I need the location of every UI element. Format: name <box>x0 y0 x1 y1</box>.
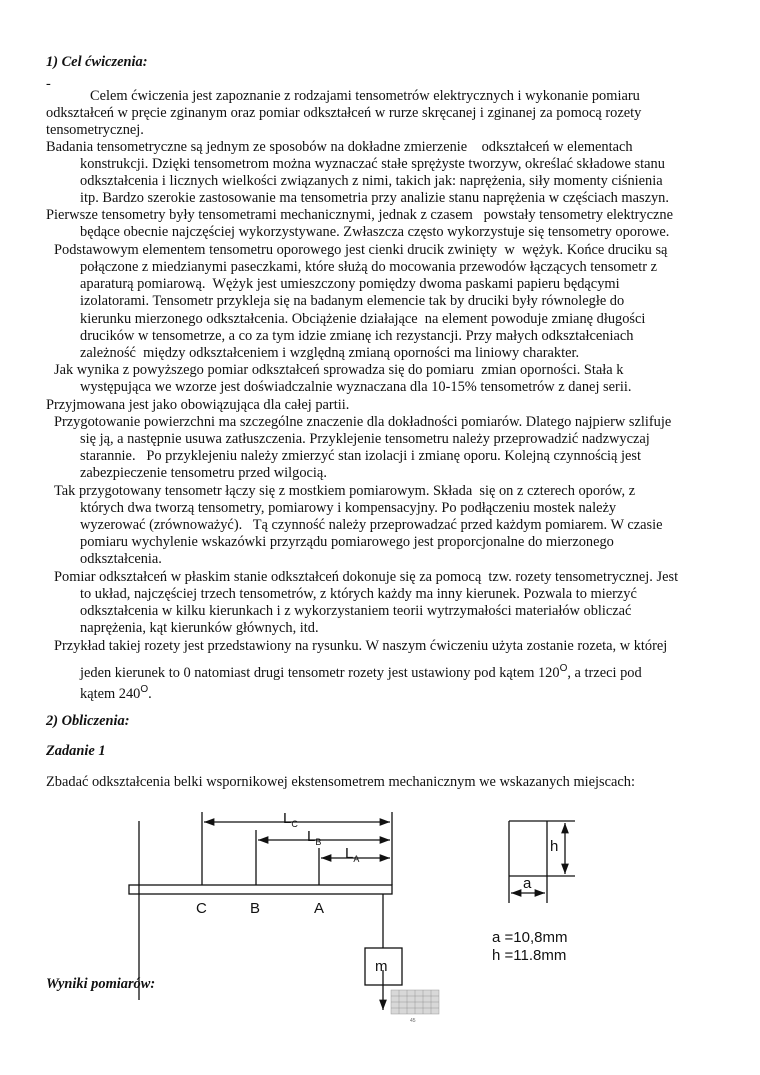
text: . <box>148 685 152 702</box>
text-line: Jak wynika z powyższego pomiar odkształceń sprowadza się do pomiaru zmian oporności. Stała k <box>54 362 624 378</box>
point-b-label: B <box>250 900 261 917</box>
a-value: a =10,8mm <box>492 929 568 946</box>
text-line: odkształcenia i licznych wielkości związanych z nimi, takich jak: naprężenia, siły momenty ciśnienia <box>80 173 663 189</box>
text-line: odkształcenia. <box>80 551 162 567</box>
text-line: Podstawowym elementem tensometru oporowego jest cienki drucik zwinięty w wężyk. Końce druciku są <box>54 242 668 258</box>
degree-sign: O <box>559 663 568 674</box>
text-line: Przyjmowana jest jako obowiązująca dla całej partii. <box>46 397 350 413</box>
text: , a trzeci pod <box>567 664 642 681</box>
text-line: itp. Bardzo szerokie zastosowanie ma tensometria przy analizie stanu naprężenia w częściach maszyn. <box>80 190 669 206</box>
text-line: Badania tensometryczne są jednym ze sposobów na dokładne zmierzenie odkształceń w elementach <box>46 139 633 155</box>
text-line: starannie. Po przyklejeniu należy zmierzyć stan izolacji i zmianę oporu. Kolejną czynnością jest <box>80 448 642 464</box>
task-heading: Zadanie 1 <box>46 743 106 759</box>
lc-label: $L_C$ <box>283 810 298 829</box>
text-line: wyzerować (zrównoważyć). Tą czynność należy przeprowadzać przed każdym pomiarem. W czasie <box>80 517 663 533</box>
text-line: tensometrycznej. <box>46 122 144 138</box>
text: jeden kierunek to 0 natomiast drugi tensometr rozety jest ustawiony pod kątem 120 <box>80 664 560 681</box>
text-line: połączone z miedzianymi paseczkami, które służą do mocowania przewodów łączących tensometr z <box>80 259 657 275</box>
text-line: Tak przygotowany tensometr łączy się z mostkiem pomiarowym. Składa się on z czterech oporów, z <box>54 483 636 499</box>
section-heading-goal: 1) Cel ćwiczenia: <box>46 54 148 70</box>
text-line: będące obecnie najczęściej wykorzystywane. Zwłaszcza często wykorzystuje się tensometry oporowe. <box>80 224 670 240</box>
text-line: naprężenia, kąt kierunków głównych, itd. <box>80 620 319 636</box>
la-label: $L_A$ <box>345 845 360 864</box>
text-line: występująca we wzorze jest doświadczalnie wyznaczana dla 10-15% tensometrów z danej serii. <box>80 379 632 395</box>
text-line: izolatorami. Tensometr przykleja się na badanym elemencie tak by druciki były równoległe do <box>80 293 625 309</box>
text-line: Celem ćwiczenia jest zapoznanie z rodzajami tensometrów elektrycznych i wykonanie pomiaru <box>90 88 640 104</box>
text-line: to układ, najczęściej trzech tensometrów, z których każdy ma inny kierunek. Pozwala to mierzyć <box>80 586 637 602</box>
text-line: Pomiar odkształceń w płaskim stanie odkształceń dokonuje się za pomocą tzw. rozety tensometrycznej. Jest <box>54 569 679 585</box>
beam <box>129 885 392 894</box>
text-line: odkształcenia w kilku kierunkach i z wykorzystaniem teorii wytrzymałości materiałów obliczać <box>80 603 632 619</box>
text-line: się ją, a następnie usuwa zatłuszczenia. Przyklejenie tensometru należy przeprowadzić nadzwyczaj <box>80 431 650 447</box>
dash: - <box>46 76 51 92</box>
text-line: drucików w tensometrze, a co za tym idzie zmianę ich rezystancji. Przy małych odkształceniach <box>80 328 634 344</box>
h-label: h <box>550 838 559 855</box>
text-line: zależność między odkształceniem i względną zmianą oporności ma liniowy charakter. <box>80 345 580 361</box>
degree-sign: O <box>140 684 149 695</box>
results-heading: Wyniki pomiarów: <box>46 976 156 992</box>
section-heading-calc: 2) Obliczenia: <box>46 713 130 729</box>
thumb-caption: 45 <box>410 1018 416 1024</box>
text-line: odkształceń w pręcie zginanym oraz pomiar odkształceń w rurze skręcanej i zginanej za pomocą rozety <box>46 105 642 121</box>
table-thumbnail <box>391 990 439 1024</box>
text: kątem 240 <box>80 685 141 702</box>
text-line: aparaturą pomiarową. Wężyk jest umieszczony pomiędzy dwoma paskami papieru będącymi <box>80 276 620 292</box>
point-c-label: C <box>196 900 207 917</box>
text-line: zabezpieczenie tensometru przed wilgocią. <box>80 465 327 481</box>
text-line: pomiaru wychylenie wskazówki przyrządu pomiarowego jest proporcjonalne do mierzonego <box>80 534 614 550</box>
text-line: Przygotowanie powierzchni ma szczególne znaczenie dla dokładności pomiarów. Dlatego najpierw szlifuje <box>54 414 672 430</box>
text-line: Pierwsze tensometry były tensometrami mechanicznymi, jednak z czasem powstały tensometry elektryczne <box>46 207 673 223</box>
a-label: a <box>523 875 532 892</box>
lb-label: $L_B$ <box>307 828 322 847</box>
text-line: Przykład takiej rozety jest przedstawiony na rysunku. W naszym ćwiczeniu użyta zostanie rozeta, w której <box>54 638 668 654</box>
text-line: konstrukcji. Dzięki tensometrom można wyznaczać stałe sprężyste tworzyw, określać składowe stanu <box>80 156 665 172</box>
text-line: których dwa tworzą tensometry, pomiarowy i kompensacyjny. Po podłączeniu mostek należy <box>80 500 617 516</box>
h-value: h =11.8mm <box>492 947 567 964</box>
text-line: kierunku mierzonego odkształcenia. Obciążenie działające na element powoduje zmianę długości <box>80 311 646 327</box>
point-a-label: A <box>314 900 325 917</box>
mass-label: m <box>375 958 388 975</box>
task-text: Zbadać odkształcenia belki wspornikowej ekstensometrem mechanicznym we wskazanych miejscach: <box>46 774 635 790</box>
